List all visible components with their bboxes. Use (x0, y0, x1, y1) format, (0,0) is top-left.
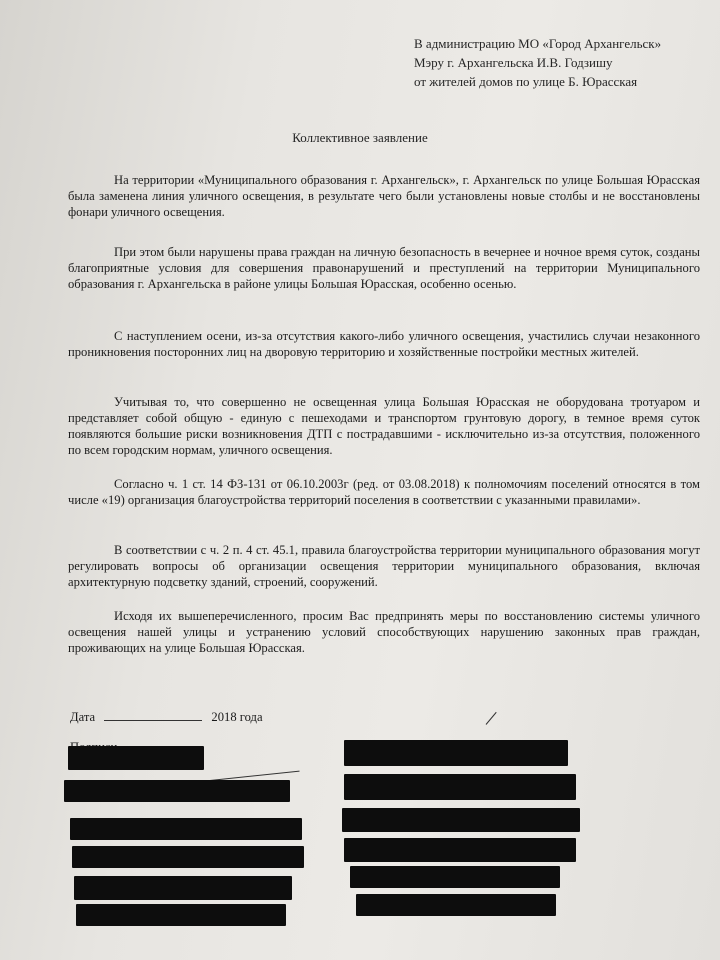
addressee-block (414, 34, 661, 91)
paragraph-3: С наступлением осени, из-за отсутствия какого-либо уличного освещения, участились случаи незаконного проникновения посторонних лиц на дворовую территорию и хозяйственные постройки местных жителей. (68, 329, 700, 359)
redacted-signature (344, 740, 568, 766)
redacted-signature (356, 894, 556, 916)
redacted-signature (64, 780, 290, 802)
paragraph-4: Учитывая то, что совершенно не освещенная улица Большая Юрасская не оборудована тротуаром и представляет собой общую - единую с пешеходами и транспортом грунтовую дорогу, в темное время суток появляются большие риски возникновения ДТП с пострадавшими - исключительно из-за отсутствия, положенного по всем городским нормам, уличного освещения. (68, 395, 700, 457)
redacted-signature (74, 876, 292, 900)
addressee-line-administration: В администрацию МО «Город Архангельск» (414, 36, 662, 51)
date-blank-line (104, 708, 202, 721)
paragraph-6: В соответствии с ч. 2 п. 4 ст. 45.1, правила благоустройства территории муниципального образования могут регулировать вопросы об организации освещения территории муниципального образования, включая архитектурную подсветку зданий, строений, сооружений. (68, 543, 700, 589)
paragraph-2: При этом были нарушены права граждан на личную безопасность в вечернее и ночное время суток, созданы благоприятные условия для совершения правонарушений и преступлений на территории Муниципального образования г. Архангельска в районе улицы Большая Юрасская, особенно осенью. (68, 245, 700, 291)
redacted-signature (344, 774, 576, 800)
date-label: Дата (70, 710, 96, 724)
addressee-line-mayor: Мэру г. Архангельска И.В. Годзишу (414, 55, 613, 70)
redacted-signature (68, 746, 204, 770)
addressee-line-residents: от жителей домов по улице Б. Юрасская (414, 74, 638, 89)
document-title: Коллективное заявление (292, 130, 428, 145)
date-year: 2018 года (211, 710, 263, 724)
pen-mark (486, 712, 497, 725)
redacted-signature (76, 904, 286, 926)
redacted-signature (350, 866, 560, 888)
redacted-signature (344, 838, 576, 862)
date-row (70, 708, 263, 725)
redacted-signature (72, 846, 304, 868)
paragraph-5: Согласно ч. 1 ст. 14 ФЗ-131 от 06.10.2003г (ред. от 03.08.2018) к полномочиям поселений относятся в том числе «19) организация благоустройства территорий поселения в соответствии с указанными правилами». (68, 477, 700, 507)
paragraph-1: На территории «Муниципального образования г. Архангельск», г. Архангельск по улице Большая Юрасская была заменена линия уличного освещения, в результате чего были установлены новые столбы и не восстановлены фонари уличного освещения. (68, 173, 700, 219)
signature-section (0, 700, 720, 960)
redacted-signature (342, 808, 580, 832)
paragraph-7: Исходя их вышеперечисленного, просим Вас предпринять меры по восстановлению системы уличного освещения нашей улицы и устранению условий способствующих нарушению законных прав граждан, проживающих на улице Большая Юрасская. (68, 609, 700, 655)
redacted-signature (70, 818, 302, 840)
